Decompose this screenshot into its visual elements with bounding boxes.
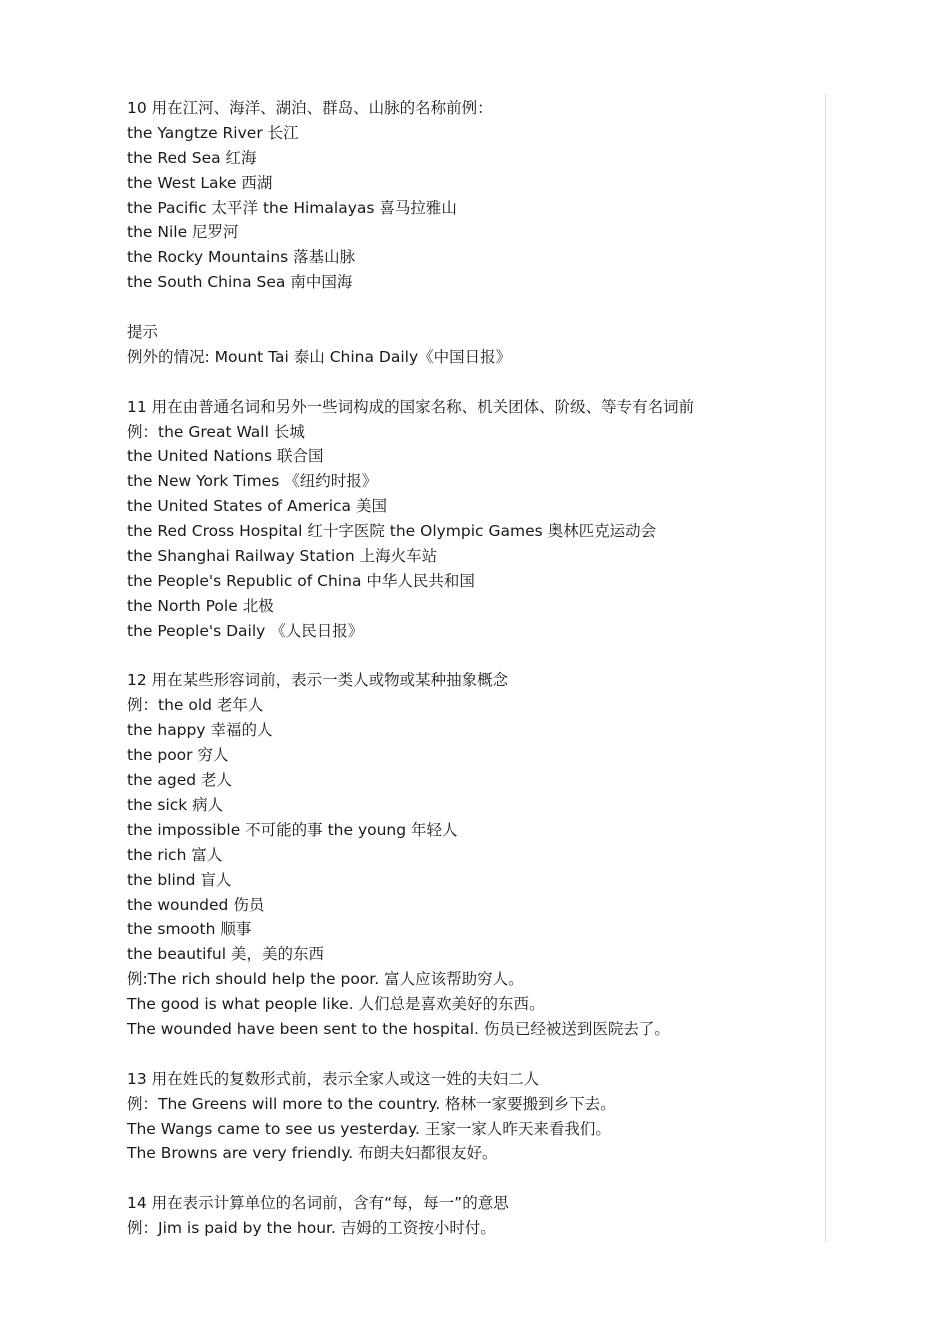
text-line: the aged 老人 xyxy=(127,771,233,790)
text-line: the smooth 顺事 xyxy=(127,920,252,939)
paragraph-gap xyxy=(127,1042,807,1067)
text-line: 例：Jim is paid by the hour. 吉姆的工资按小时付。 xyxy=(127,1219,496,1238)
section-heading-line: 13 用在姓氏的复数形式前，表示全家人或这一姓的夫妇二人 xyxy=(127,1069,540,1088)
text-line: the rich 富人 xyxy=(127,845,223,864)
text-line: 例：The Greens will more to the country. 格林一家要搬到乡下去。 xyxy=(127,1094,616,1113)
text-line: the Rocky Mountains 落基山脉 xyxy=(127,248,356,267)
text-line: the Pacific 太平洋 the Himalayas 喜马拉雅山 xyxy=(127,198,457,217)
text-line: the happy 幸福的人 xyxy=(127,721,273,740)
text-line: the North Pole 北极 xyxy=(127,596,274,615)
paragraph-gap xyxy=(127,295,807,320)
text-line: the People's Daily 《人民日报》 xyxy=(127,621,364,640)
section-heading-line: 提示 xyxy=(127,323,159,342)
text-line: the United States of America 美国 xyxy=(127,497,387,516)
text-line: The wounded have been sent to the hospital. 伤员已经被送到医院去了。 xyxy=(127,1019,670,1038)
text-line: the Yangtze River 长江 xyxy=(127,123,299,142)
text-line: 例外的情况: Mount Tai 泰山 China Daily《中国日报》 xyxy=(127,347,512,366)
document-body xyxy=(127,96,807,1241)
text-line: the Red Cross Hospital 红十字医院 the Olympic Games 奥林匹克运动会 xyxy=(127,522,657,541)
text-line: the poor 穷人 xyxy=(127,746,229,765)
text-line: the United Nations 联合国 xyxy=(127,447,324,466)
text-line: 例:The rich should help the poor. 富人应该帮助穷人。 xyxy=(127,970,524,989)
section-heading-line: 11 用在由普通名词和另外一些词构成的国家名称、机关团体、阶级、等专有名词前 xyxy=(127,397,695,416)
text-line: the New York Times 《纽约时报》 xyxy=(127,472,378,491)
text-line: The Wangs came to see us yesterday. 王家一家人昨天来看我们。 xyxy=(127,1119,611,1138)
text-line: The good is what people like. 人们总是喜欢美好的东西。 xyxy=(127,995,545,1014)
text-line: the People's Republic of China 中华人民共和国 xyxy=(127,571,475,590)
section-heading-line: 14 用在表示计算单位的名词前，含有“每，每一”的意思 xyxy=(127,1194,509,1213)
text-line: the impossible 不可能的事 the young 年轻人 xyxy=(127,820,458,839)
text-line: the blind 盲人 xyxy=(127,870,232,889)
text-line: the Red Sea 红海 xyxy=(127,148,257,167)
text-line: the Shanghai Railway Station 上海火车站 xyxy=(127,547,438,566)
text-line: 例：the old 老年人 xyxy=(127,696,264,715)
text-line: the sick 病人 xyxy=(127,795,224,814)
section-heading-line: 10 用在江河、海洋、湖泊、群岛、山脉的名称前例： xyxy=(127,99,493,117)
text-line: the Nile 尼罗河 xyxy=(127,223,239,242)
text-line: the West Lake 西湖 xyxy=(127,173,273,192)
text-line: the wounded 伤员 xyxy=(127,895,265,914)
paragraph-gap xyxy=(127,1166,807,1191)
text-line: 例：the Great Wall 长城 xyxy=(127,422,305,441)
section-heading-line: 12 用在某些形容词前，表示一类人或物或某种抽象概念 xyxy=(127,671,509,690)
text-line: the beautiful 美，美的东西 xyxy=(127,945,324,964)
text-line: The Browns are very friendly. 布朗夫妇都很友好。 xyxy=(127,1144,498,1163)
paragraph-gap xyxy=(127,644,807,669)
paragraph-gap xyxy=(127,370,807,395)
text-line: the South China Sea 南中国海 xyxy=(127,273,353,292)
page-right-rule xyxy=(825,94,826,1242)
